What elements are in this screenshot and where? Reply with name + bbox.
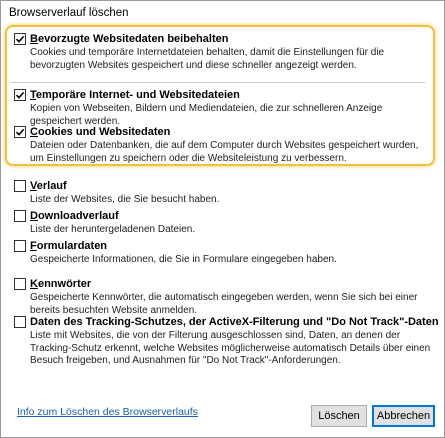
form-data-label-text: ormulardaten: [36, 240, 108, 252]
option-favorites[interactable]: [14, 32, 432, 72]
dialog-title: Browserverlauf löschen: [9, 7, 129, 19]
downloads-description: Liste der heruntergeladenen Dateien.: [30, 224, 196, 235]
checkmark-icon: [15, 90, 25, 100]
downloads-label[interactable]: [30, 209, 119, 223]
option-form-data[interactable]: [14, 239, 432, 267]
downloads-label-accesskey: D: [30, 210, 38, 222]
option-temp-files[interactable]: [14, 88, 432, 128]
favorites-description: Cookies und temporäre Internetdateien behalten, damit die Einstellungen für die bevorzugten Websites gespeichert und diese schneller angezeigt werden.: [30, 47, 385, 71]
temp-files-label-text: emporäre Internet- und Websitedateien: [35, 89, 240, 101]
option-cookies[interactable]: [14, 125, 432, 165]
form-data-label[interactable]: [30, 239, 107, 253]
temp-files-label-accesskey: T: [30, 89, 36, 101]
favorites-label-accesskey: B: [30, 33, 38, 45]
passwords-label-accesskey: K: [30, 278, 38, 290]
cancel-button[interactable]: Abbrechen: [372, 405, 435, 427]
downloads-checkbox[interactable]: [14, 210, 26, 222]
cookies-label[interactable]: [30, 125, 170, 139]
cookies-description: Dateien oder Datenbanken, die auf dem Computer durch Websites gespeichert wurden, um Einstellungen zu speichern oder die Websiteleistung zu verbessern.: [30, 140, 419, 164]
option-history[interactable]: [14, 179, 432, 207]
tracking-label-text: Daten des Tracking-Schutzes, der ActiveX-Filterung und "Do Not Track"-Daten: [30, 316, 439, 328]
passwords-label-text: ennwörter: [37, 278, 92, 290]
cookies-checkbox[interactable]: [14, 126, 26, 138]
separator: [11, 82, 425, 83]
tracking-label[interactable]: [30, 315, 439, 329]
cookies-label-accesskey: C: [30, 126, 38, 138]
checkmark-icon: [15, 127, 25, 137]
history-label-accesskey: V: [30, 180, 37, 192]
delete-button[interactable]: Löschen: [311, 405, 367, 427]
favorites-label-text: evorzugte Websitedaten beibehalten: [37, 33, 229, 45]
favorites-label[interactable]: [30, 32, 228, 46]
form-data-checkbox[interactable]: [14, 240, 26, 252]
checkmark-icon: [15, 34, 25, 44]
passwords-description: Gespeicherte Kennwörter, die automatisch eingegeben werden, wenn Sie sich bei einer bereits besuchten Website anmelden.: [30, 292, 418, 316]
passwords-checkbox[interactable]: [14, 278, 26, 290]
cookies-label-text: ookies und Websitedaten: [37, 126, 171, 138]
info-delete-history-link[interactable]: Info zum Löschen des Browserverlaufs: [17, 406, 198, 418]
temp-files-label[interactable]: [30, 88, 240, 102]
option-downloads[interactable]: [14, 209, 432, 237]
history-label-text: erlauf: [36, 180, 67, 192]
favorites-checkbox[interactable]: [14, 33, 26, 45]
form-data-description: Gespeicherte Informationen, die Sie in Formulare eingegeben haben.: [30, 254, 337, 265]
history-label[interactable]: [30, 179, 67, 193]
option-tracking[interactable]: [14, 315, 439, 368]
passwords-label[interactable]: [30, 277, 91, 291]
history-checkbox[interactable]: [14, 180, 26, 192]
temp-files-description: Kopien von Webseiten, Bildern und Mediendateien, die zur schnelleren Anzeige gespeichert werden.: [30, 103, 383, 127]
tracking-checkbox[interactable]: [14, 316, 26, 328]
option-passwords[interactable]: [14, 277, 432, 317]
form-data-label-accesskey: F: [30, 240, 37, 252]
history-description: Liste der Websites, die Sie besucht haben.: [30, 194, 220, 205]
tracking-description: Liste mit Websites, die von der Filterung ausgeschlossen sind, Daten, an denen der Tracking-Schutz erkennt, welche Websites möglicherweise automatisch Details über einen Besuch freigeben, und Ausnahmen für "Do Not Track"-Anforderungen.: [30, 330, 431, 367]
temp-files-checkbox[interactable]: [14, 89, 26, 101]
downloads-label-text: ownloadverlauf: [37, 210, 119, 222]
